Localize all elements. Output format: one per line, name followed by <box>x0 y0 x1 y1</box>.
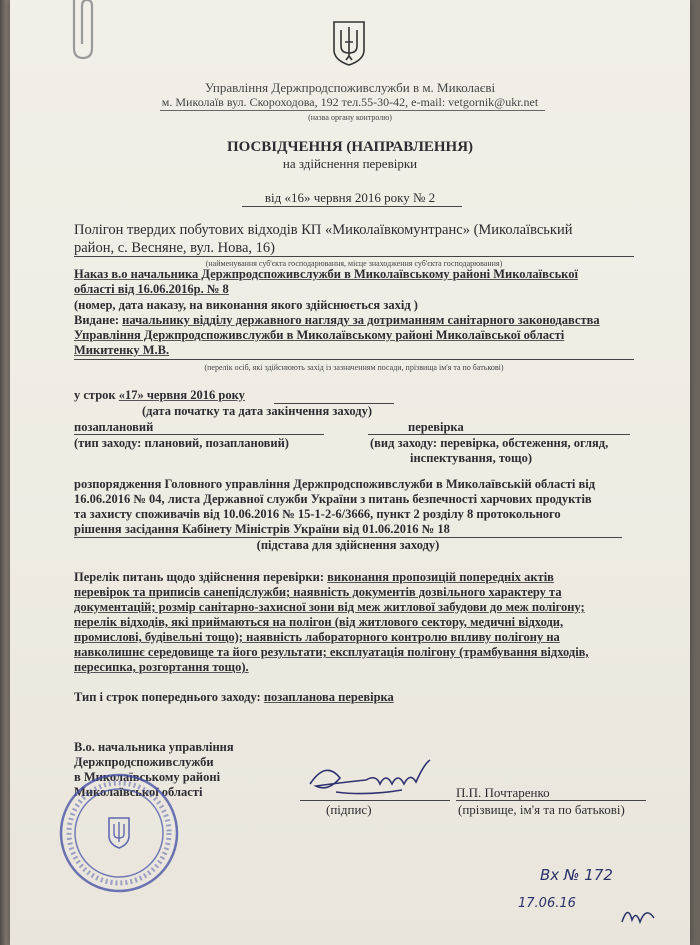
basis-line-1: розпорядження Головного управління Держпродспоживслужби в Миколаївській області від <box>74 477 596 491</box>
signer-rule <box>456 800 646 801</box>
authority-name: Управління Держпродспоживслужби в м. Миколаєві <box>204 80 496 95</box>
handwritten-initials <box>618 900 658 930</box>
official-stamp <box>56 770 182 896</box>
signatory-line-3: в Миколаївському районі <box>74 770 221 784</box>
signatory-line-4: Миколаївської області <box>74 785 203 799</box>
object-caption: (найменування суб'єкта господарювання, місце знаходження суб'єкта господарювання) <box>205 259 503 268</box>
inspection-kind-caption-2: інспектування, тощо) <box>410 451 533 465</box>
issues-line-4: перелік відходів, які приймаються на полігон (від житлового сектору, медичні відходи, <box>74 615 564 629</box>
inspection-kind-value: перевірка <box>408 420 464 434</box>
issues-line-5: промислові, будівельні тощо); наявність лабораторного контролю впливу полігону на <box>74 630 560 644</box>
previous-measure: Тип і строк попереднього заходу: позапланова перевірка <box>74 690 394 704</box>
handwritten-date: 17.06.16 <box>518 896 576 911</box>
handwritten-ref: Вх № 172 <box>540 866 613 884</box>
issues-line-3: документацій; розмір санітарно-захисної зони від меж житлової забудови до меж полігону; <box>74 600 585 614</box>
order-line-1: Наказ в.о начальника Держпродспоживслужби в Миколаївському районі Миколаївської <box>74 267 578 281</box>
basis-line-2: 16.06.2016 № 04, листа Державної служби України з питань безпечності харчових продуктів <box>74 492 592 506</box>
document-date-number: від «16» червня 2016 року № 2 <box>264 190 436 205</box>
basis-caption: (підстава для здійснення заходу) <box>256 538 440 552</box>
date-rule <box>242 206 462 207</box>
term-line: у строк «17» червня 2016 року <box>74 388 245 402</box>
document-subtitle: на здійснення перевірки <box>282 156 418 171</box>
object-line-2: район, с. Весняне, вул. Нова, 16) <box>74 240 276 256</box>
inspection-type-caption: (тип заходу: плановий, позаплановий) <box>74 436 289 450</box>
issued-caption: (перелік осіб, які здійснюють захід із зазначенням посади, прізвища ім'я та по батькові) <box>204 363 504 372</box>
inspection-type-value: позаплановий <box>74 420 154 434</box>
issues-line-7: пересипка, розгортання тощо). <box>74 660 249 674</box>
signer-name: П.П. Почтаренко <box>456 785 550 800</box>
inspection-kind-caption-1: (вид заходу: перевірка, обстеження, огляд, <box>370 436 609 450</box>
term-caption: (дата початку та дата закінчення заходу) <box>142 404 373 418</box>
inspection-kind-rule <box>368 434 630 435</box>
authority-address: м. Миколаїв вул. Скороходова, 192 тел.55-30-42, e-mail: vetgornik@ukr.net <box>161 95 539 109</box>
issued-line-1: Видане: начальнику відділу державного нагляду за дотриманням санітарного законодавства <box>74 313 600 327</box>
signer-caption: (прізвище, ім'я та по батькові) <box>458 802 625 817</box>
order-caption: (номер, дата наказу, на виконання якого здійснюється захід ) <box>74 298 418 312</box>
signature-rule <box>300 800 450 801</box>
issues-line-2: перевірок та приписів санепідслужби; наявність документів дозвільного характеру та <box>74 585 562 599</box>
paperclip-icon <box>66 0 104 62</box>
basis-line-3: та захисту споживачів від 10.06.2016 № 15-1-2-6/3666, пункт 2 розділу 8 протокольного <box>74 507 561 521</box>
object-line-1: Полігон твердих побутових відходів КП «Миколаївкомунтранс» (Миколаївський <box>74 222 573 238</box>
signatory-line-1: В.о. начальника управління <box>74 740 234 754</box>
document-title: ПОСВІДЧЕННЯ (НАПРАВЛЕННЯ) <box>226 139 474 155</box>
issues-line-6: навколишнє середовище та його результати; експлуатація полігону (трамбування відходів, <box>74 645 589 659</box>
signatory-line-2: Держпродспоживслужби <box>74 755 214 769</box>
issued-line-2: Управління Держпродспоживслужби в Миколаївському районі Миколаївської області <box>74 328 565 342</box>
issued-line-3: Микитенку М.В. <box>74 343 170 357</box>
coat-of-arms-icon <box>332 20 366 66</box>
header-caption: (назва органу контролю) <box>308 113 392 122</box>
order-line-2: області від 16.06.2016р. № 8 <box>74 282 229 296</box>
inspection-type-rule <box>74 434 324 435</box>
issues-line-1: Перелік питань щодо здійснення перевірки: виконання пропозицій попередніх актів <box>74 570 554 584</box>
signature-caption: (підпис) <box>326 802 372 817</box>
basis-line-4: рішення засідання Кабінету Міністрів України від 01.06.2016 № 18 <box>74 522 450 536</box>
document-page <box>10 0 690 945</box>
